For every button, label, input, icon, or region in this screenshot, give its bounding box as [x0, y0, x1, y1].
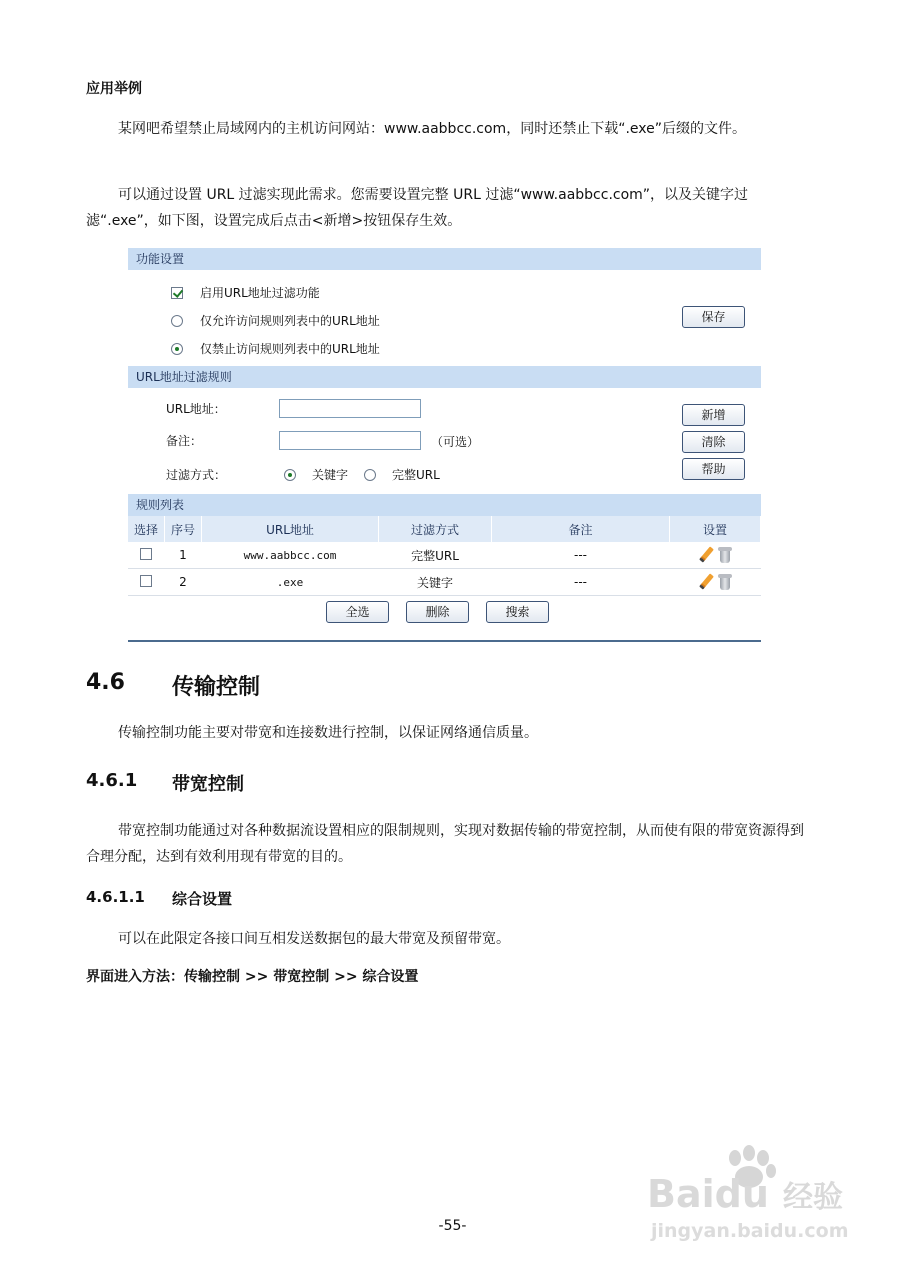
- watermark-brand: Baidu: [647, 1172, 769, 1216]
- enable-filter-label: 启用URL地址过滤功能: [200, 286, 320, 300]
- deny-only-label: 仅禁止访问规则列表中的URL地址: [200, 342, 380, 356]
- table-row: [128, 542, 761, 569]
- delete-button[interactable]: 删除: [406, 601, 469, 623]
- allow-only-radio[interactable]: [171, 315, 183, 327]
- row-index: 1: [165, 542, 202, 569]
- rule-table: [128, 516, 761, 596]
- delete-icon[interactable]: [718, 574, 732, 590]
- row-mode: 关键字: [379, 569, 492, 596]
- row-url: www.aabbcc.com: [202, 542, 379, 569]
- section-4-6-1-heading: [86, 770, 244, 796]
- full-url-label: 完整URL: [392, 468, 440, 482]
- edit-icon[interactable]: [698, 574, 714, 590]
- table-header-row: [128, 516, 761, 542]
- section-4-6-1-1-heading: [86, 888, 232, 909]
- page-number: -55-: [438, 1218, 467, 1234]
- clear-button[interactable]: 清除: [682, 431, 745, 453]
- url-field-label: URL地址：: [166, 402, 226, 416]
- row-note: ---: [492, 542, 670, 569]
- deny-only-radio[interactable]: [171, 343, 183, 355]
- col-settings: 设置: [670, 516, 761, 542]
- section-title: 传输控制: [172, 675, 261, 700]
- keyword-radio[interactable]: [284, 469, 296, 481]
- edit-icon[interactable]: [698, 547, 714, 563]
- navigation-path: 界面进入方法：传输控制 >> 带宽控制 >> 综合设置: [86, 969, 419, 985]
- col-index: 序号: [165, 516, 202, 542]
- row-select-checkbox[interactable]: [140, 575, 152, 587]
- col-url: URL地址: [202, 516, 379, 542]
- delete-icon[interactable]: [718, 547, 732, 563]
- watermark-cn: 经验: [783, 1180, 843, 1215]
- example-heading: 应用举例: [86, 81, 142, 97]
- rule-list-bar: 规则列表: [128, 494, 761, 516]
- add-button[interactable]: 新增: [682, 404, 745, 426]
- section-number: 4.6.1: [86, 770, 138, 791]
- watermark-url: jingyan.baidu.com: [651, 1220, 849, 1242]
- section-number: 4.6.1.1: [86, 888, 145, 906]
- row-note: ---: [492, 569, 670, 596]
- enable-filter-checkbox[interactable]: [171, 287, 183, 299]
- section-4-6-text: 传输控制功能主要对带宽和连接数进行控制，以保证网络通信质量。: [118, 725, 538, 741]
- optional-hint: （可选）: [431, 435, 480, 449]
- row-mode: 完整URL: [379, 542, 492, 569]
- section-title: 综合设置: [172, 890, 233, 908]
- paragraph-1: 某网吧希望禁止局域网内的主机访问网站：www.aabbcc.com，同时还禁止下载“.exe”后缀的文件。: [118, 121, 746, 137]
- baidu-jingyan-watermark: [645, 1145, 850, 1245]
- col-mode: 过滤方式: [379, 516, 492, 542]
- panel-bottom-divider: [128, 640, 761, 642]
- note-field-label: 备注：: [166, 434, 203, 448]
- full-url-radio[interactable]: [364, 469, 376, 481]
- section-4-6-1-text: 带宽控制功能通过对各种数据流设置相应的限制规则，实现对数据传输的带宽控制，从而使有限的带宽资源得到合理分配，达到有效利用现有带宽的目的。: [86, 823, 804, 865]
- keyword-label: 关键字: [312, 468, 349, 482]
- select-all-button[interactable]: 全选: [326, 601, 389, 623]
- row-url: .exe: [202, 569, 379, 596]
- url-filter-panel: [128, 248, 761, 644]
- row-select-checkbox[interactable]: [140, 548, 152, 560]
- section-4-6-heading: [86, 670, 260, 701]
- table-row: [128, 569, 761, 596]
- save-button[interactable]: 保存: [682, 306, 745, 328]
- col-note: 备注: [492, 516, 670, 542]
- note-input[interactable]: [279, 431, 421, 450]
- paragraph-2: 可以通过设置 URL 过滤实现此需求。您需要设置完整 URL 过滤“www.aabbcc.com”，以及关键字过滤“.exe”，如下图，设置完成后点击<新增>按钮保存生效。: [86, 187, 749, 229]
- section-4-6-1-1-text: 可以在此限定各接口间互相发送数据包的最大带宽及预留带宽。: [118, 931, 510, 947]
- help-button[interactable]: 帮助: [682, 458, 745, 480]
- row-index: 2: [165, 569, 202, 596]
- filter-mode-label: 过滤方式：: [166, 468, 227, 482]
- url-input[interactable]: [279, 399, 421, 418]
- search-button[interactable]: 搜索: [486, 601, 549, 623]
- allow-only-label: 仅允许访问规则列表中的URL地址: [200, 314, 380, 328]
- col-select: 选择: [128, 516, 165, 542]
- rule-settings-bar: URL地址过滤规则: [128, 366, 761, 388]
- func-settings-bar: 功能设置: [128, 248, 761, 270]
- section-number: 4.6: [86, 670, 125, 695]
- section-title: 带宽控制: [172, 774, 244, 795]
